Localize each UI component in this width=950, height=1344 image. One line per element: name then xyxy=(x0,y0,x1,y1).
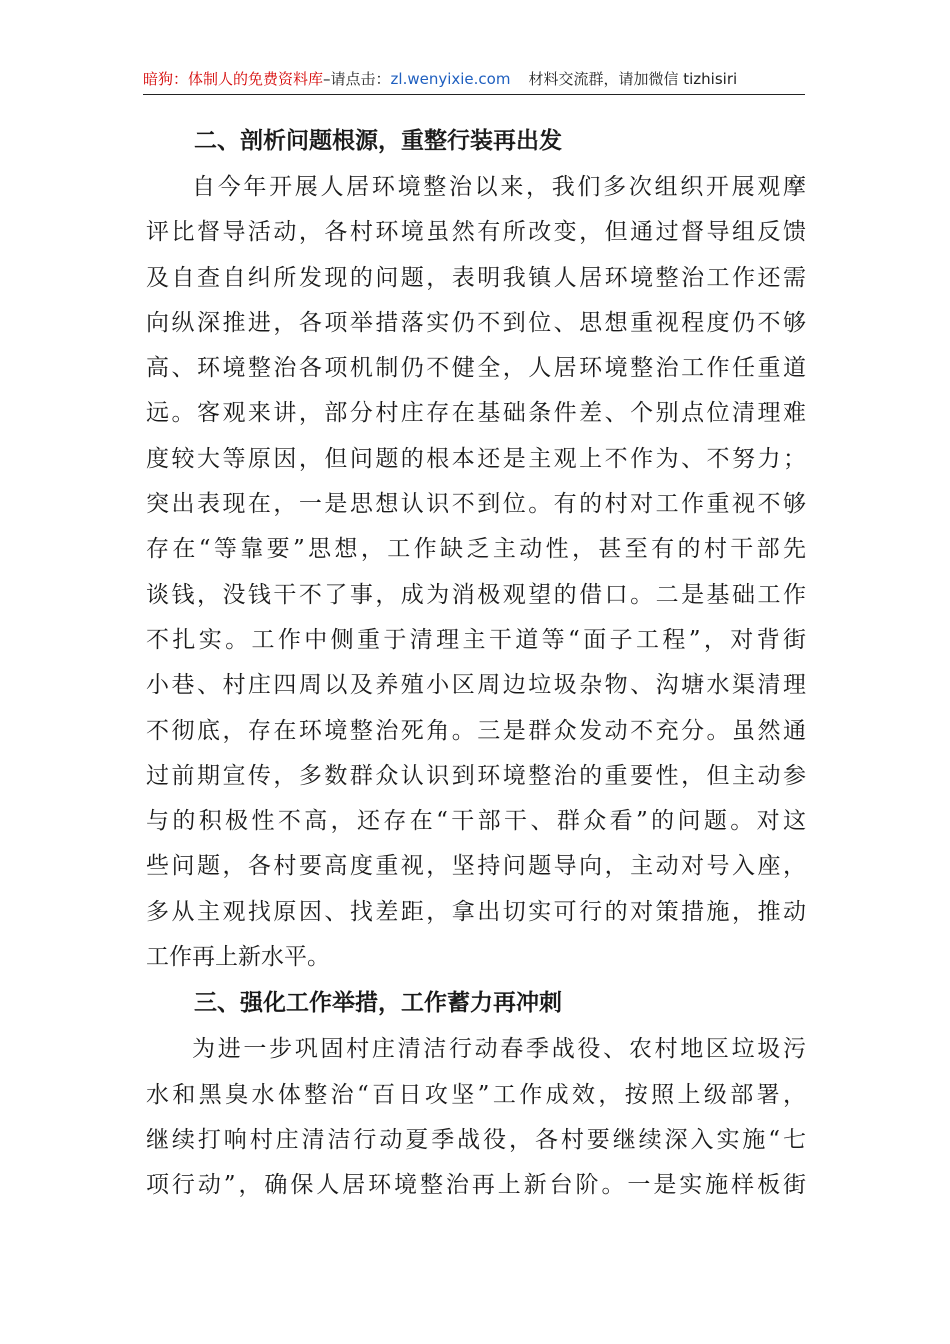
paragraph-line: 度较大等原因，但问题的根本还是主观上不作为、不努力； xyxy=(146,445,806,472)
paragraph-line: 谈钱，没钱干不了事，成为消极观望的借口。二是基础工作 xyxy=(146,581,806,608)
paragraph-line: 小巷、村庄四周以及养殖小区周边垃圾杂物、沟塘水渠清理 xyxy=(146,672,806,699)
paragraph-line: 项行动”，确保人居环境整治再上新台阶。一是实施样板街 xyxy=(146,1172,806,1199)
section-heading-2: 二、剖析问题根源，重整行装再出发 xyxy=(194,128,562,154)
paragraph-line: 与的积极性不高，还存在“干部干、群众看”的问题。对这 xyxy=(146,808,806,835)
paragraph-line: 为进一步巩固村庄清洁行动春季战役、农村地区垃圾污 xyxy=(192,1036,806,1063)
paragraph-line: 不扎实。工作中侧重于清理主干道等“面子工程”，对背街 xyxy=(146,626,806,653)
paragraph-line: 工作再上新水平。 xyxy=(146,944,330,971)
header-wechat-note: 材料交流群，请加微信 tizhisiri xyxy=(528,70,738,88)
paragraph-line: 自今年开展人居环境整治以来，我们多次组织开展观摩 xyxy=(192,174,806,200)
paragraph-line: 多从主观找原因、找差距，拿出切实可行的对策措施，推动 xyxy=(146,898,806,925)
paragraph-line: 及自查自纠所发现的问题，表明我镇人居环境整治工作还需 xyxy=(146,264,806,291)
section-paragraph-2 xyxy=(146,165,806,980)
paragraph-line: 过前期宣传，多数群众认识到环境整治的重要性，但主动参 xyxy=(146,762,806,789)
paragraph-line: 评比督导活动，各村环境虽然有所改变，但通过督导组反馈 xyxy=(146,219,806,246)
paragraph-line: 不彻底，存在环境整治死角。三是群众发动不充分。虽然通 xyxy=(146,717,806,744)
paragraph-line: 些问题，各村要高度重视，坚持问题导向，主动对号入座， xyxy=(146,853,806,880)
header-link[interactable]: zl.wenyixie.com xyxy=(390,70,511,88)
paragraph-line: 突出表现在，一是思想认识不到位。有的村对工作重视不够 xyxy=(146,491,806,518)
paragraph-line: 高、环境整治各项机制仍不健全，人居环境整治工作任重道 xyxy=(146,355,806,382)
paragraph-line: 水和黑臭水体整治“百日攻坚”工作成效，按照上级部署， xyxy=(146,1081,806,1108)
paragraph-line: 向纵深推进，各项举措落实仍不到位、思想重视程度仍不够 xyxy=(146,309,806,336)
section-heading-3: 三、强化工作举措，工作蓄力再冲刺 xyxy=(194,990,562,1017)
paragraph-line: 继续打响村庄清洁行动夏季战役，各村要继续深入实施“七 xyxy=(146,1126,806,1153)
paragraph-line: 存在“等靠要”思想，工作缺乏主动性，甚至有的村干部先 xyxy=(146,536,806,563)
header-brand: 暗狗：体制人的免费资料库 xyxy=(143,70,324,88)
page-header xyxy=(143,66,805,95)
section-paragraph-3 xyxy=(146,1027,806,1208)
header-link-prefix: –请点击： xyxy=(323,70,391,88)
paragraph-line: 远。客观来讲，部分村庄存在基础条件差、个别点位清理难 xyxy=(146,400,806,427)
document-body xyxy=(146,118,806,1209)
